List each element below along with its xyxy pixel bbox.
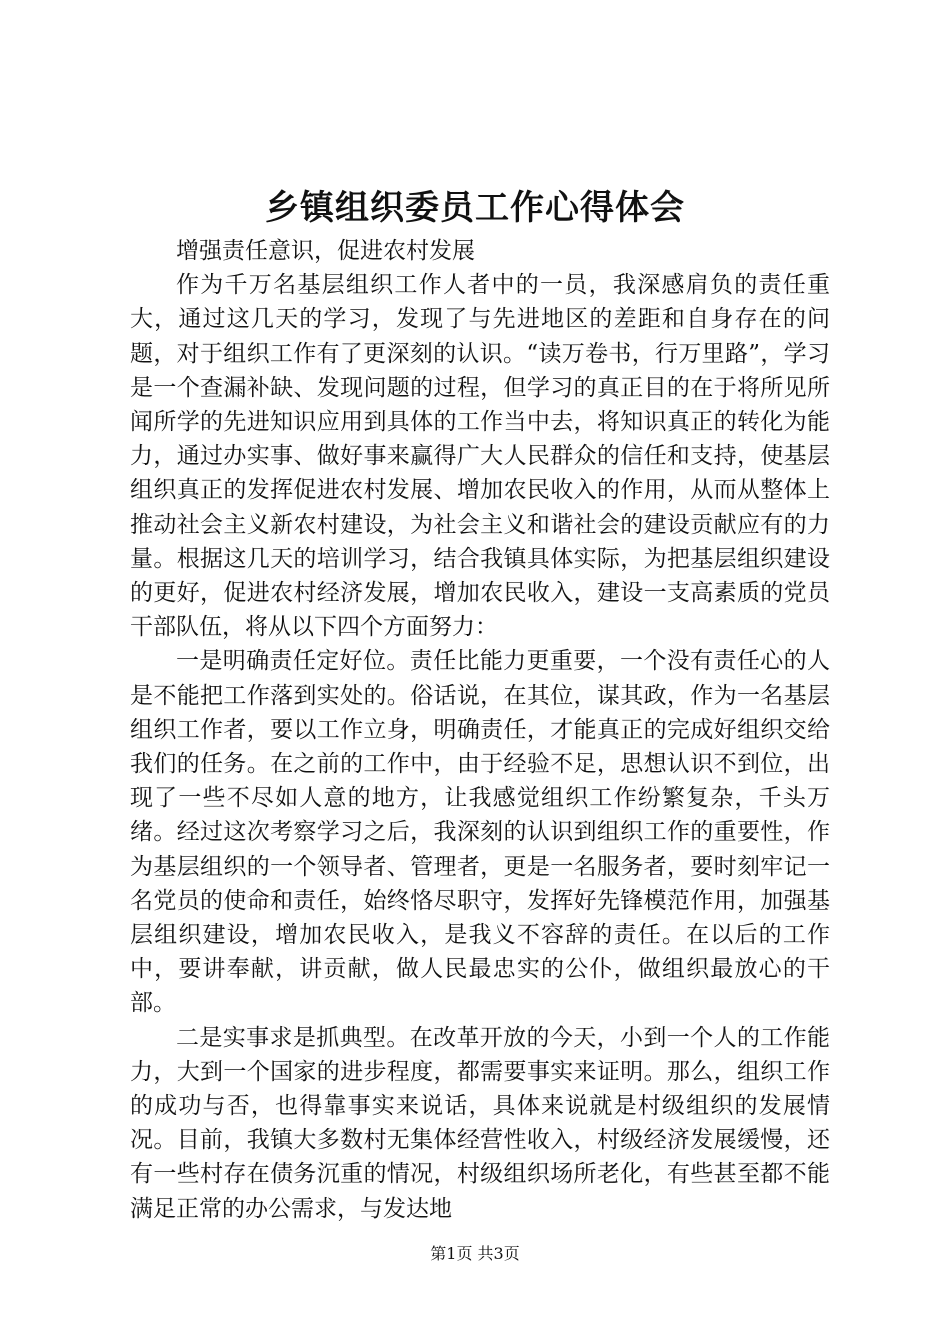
page-footer: 第1页 共3页 — [430, 1244, 520, 1263]
paragraph-2: 一是明确责任定好位。责任比能力更重要，一个没有责任心的人是不能把工作落到实处的。俗话说，在其位，谋其政，作为一名基层组织工作者，要以工作立身，明确责任，才能真正的完成好组织交给我们的任务。在之前的工作中，由于经验不足，思想认识不到位，出现了一些不尽如人意的地方，让我感觉组织工作纷繁复杂，千头万绪。经过这次考察学习之后，我深刻的认识到组织工作的重要性，作为基层组织的一个领导者、管理者，更是一名服务者，要时刻牢记一名党员的使命和责任，始终恪尽职守，发挥好先锋模范作用，加强基层组织建设，增加农民收入，是我义不容辞的责任。在以后的工作中，要讲奉献，讲贡献，做人民最忠实的公仆，做组织最放心的干部。 — [130, 648, 830, 1017]
paragraph-3: 二是实事求是抓典型。在改革开放的今天，小到一个人的工作能力，大到一个国家的进步程度，都需要事实来证明。那么，组织工作的成功与否，也得靠事实来说话，具体来说就是村级组织的发展情况。目前，我镇大多数村无集体经营性收入，村级经济发展缓慢，还有一些村存在债务沉重的情况，村级组织场所老化，有些甚至都不能满足正常的办公需求，与发达地 — [130, 1024, 830, 1222]
document-title: 乡镇组织委员工作心得体会 — [265, 188, 685, 228]
paragraph-1: 作为千万名基层组织工作人者中的一员，我深感肩负的责任重大，通过这几天的学习，发现了与先进地区的差距和自身存在的问题，对于组织工作有了更深刻的认识。“读万卷书，行万里路”，学习是一个查漏补缺、发现问题的过程，但学习的真正目的在于将所见所闻所学的先进知识应用到具体的工作当中去，将知识真正的转化为能力，通过办实事、做好事来赢得广大人民群众的信任和支持，使基层组织真正的发挥促进农村发展、增加农民收入的作用，从而从整体上推动社会主义新农村建设，为社会主义和谐社会的建设贡献应有的力量。根据这几天的培训学习，结合我镇具体实际，为把基层组织建设的更好，促进农村经济发展，增加农民收入，建设一支高素质的党员干部队伍，将从以下四个方面努力： — [130, 272, 830, 641]
subtitle: 增强责任意识，促进农村发展 — [176, 238, 475, 264]
document-body — [130, 234, 830, 1226]
